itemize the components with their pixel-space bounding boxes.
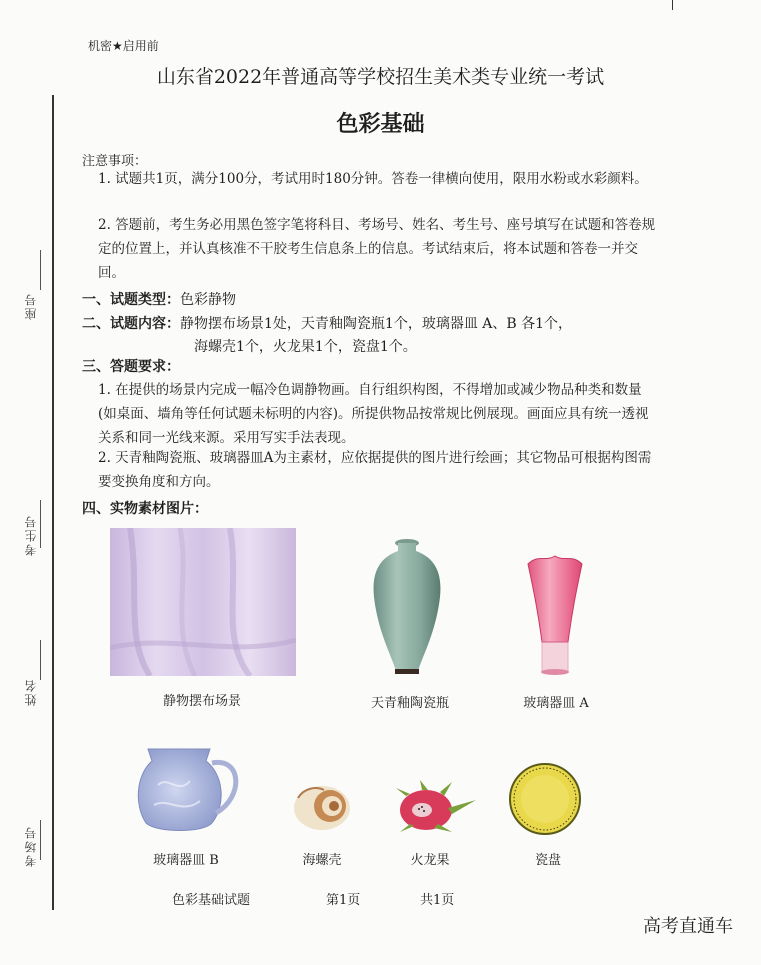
caption-glass-a: 玻璃器皿 A: [523, 696, 589, 711]
side-label-room: 考场号: [24, 825, 38, 867]
side-label-exam-id: 考生号: [24, 514, 38, 556]
section-1: [82, 288, 236, 312]
top-divider: [672, 0, 673, 10]
notice-item-1: 1. 试题共1页，满分100分，考试用时180分钟。答卷一律横向使用，限用水粉或水彩颜料。: [98, 171, 648, 187]
caption-fruit: 火龙果: [410, 853, 450, 868]
section-2-text-line1: 静物摆布场景1处，天青釉陶瓷瓶1个，玻璃器皿 A、B 各1个，: [180, 316, 573, 332]
glass-vessel-b-image: [134, 745, 244, 835]
section-2: [82, 312, 572, 336]
footer-title: 色彩基础试题: [172, 893, 251, 908]
caption-shell: 海螺壳: [302, 853, 342, 868]
watermark: 高考直通车: [643, 916, 733, 937]
exam-id-fill-line: [40, 500, 41, 548]
section-2-label: 二、试题内容：: [82, 316, 180, 332]
room-fill-line: [40, 820, 41, 860]
requirement-1: 1. 在提供的场景内完成一幅冷色调静物画。自行组织构图，不得增加或减少物品种类和数量(如桌面、墙角等任何试题未标明的内容)。所提供物品按常规比例展现。画面应具有统一透视关系和同一光线来源。采用写实手法表现。: [98, 382, 649, 446]
seat-fill-line: [40, 250, 41, 290]
exam-subject: 色彩基础: [336, 112, 425, 137]
celadon-vase-image: [362, 537, 452, 675]
dragon-fruit-image: [392, 780, 478, 836]
porcelain-plate-image: [508, 762, 582, 836]
requirement-2: 2. 天青釉陶瓷瓶、玻璃器皿A为主素材，应依据提供的图片进行绘画；其它物品可根据构图需要变换角度和方向。: [98, 450, 652, 490]
caption-scene: 静物摆布场景: [162, 694, 241, 709]
footer-page: 第1页: [326, 893, 361, 908]
footer-total: 共1页: [420, 893, 455, 908]
section-3-heading: 三、答题要求：: [82, 359, 180, 375]
exam-title: 山东省2022年普通高等学校招生美术类专业统一考试: [156, 66, 605, 88]
caption-plate: 瓷盘: [534, 853, 561, 868]
section-4-heading: 四、实物素材图片：: [82, 501, 208, 517]
section-3-label: [82, 355, 180, 379]
glass-vessel-a-image: [524, 552, 586, 678]
side-label-seat: 座号: [24, 292, 38, 320]
notice-heading: 注意事项：: [82, 154, 148, 169]
section-2-text-line2: 海螺壳1个，火龙果1个，瓷盘1个。: [194, 339, 417, 355]
notice-item-2: 2. 答题前，考生务必用黑色签字笔将科目、考场号、姓名、考生号、座号填写在试题和答卷规定的位置上，并认真核准不干胶考生信息条上的信息。考试结束后，将本试题和答卷一并交回。: [98, 217, 656, 281]
binding-margin-line: [52, 95, 54, 910]
still-life-scene-image: [110, 528, 296, 676]
caption-glass-b: 玻璃器皿 B: [153, 853, 219, 868]
side-label-name: 姓名: [24, 678, 38, 706]
caption-vase: 天青釉陶瓷瓶: [370, 696, 449, 711]
section-1-label: 一、试题类型：: [82, 292, 180, 308]
section-4: [82, 497, 208, 521]
section-1-text: 色彩静物: [180, 292, 236, 308]
conch-shell-image: [290, 780, 354, 832]
confidential-label: 机密★启用前: [88, 39, 159, 53]
name-fill-line: [40, 640, 41, 680]
